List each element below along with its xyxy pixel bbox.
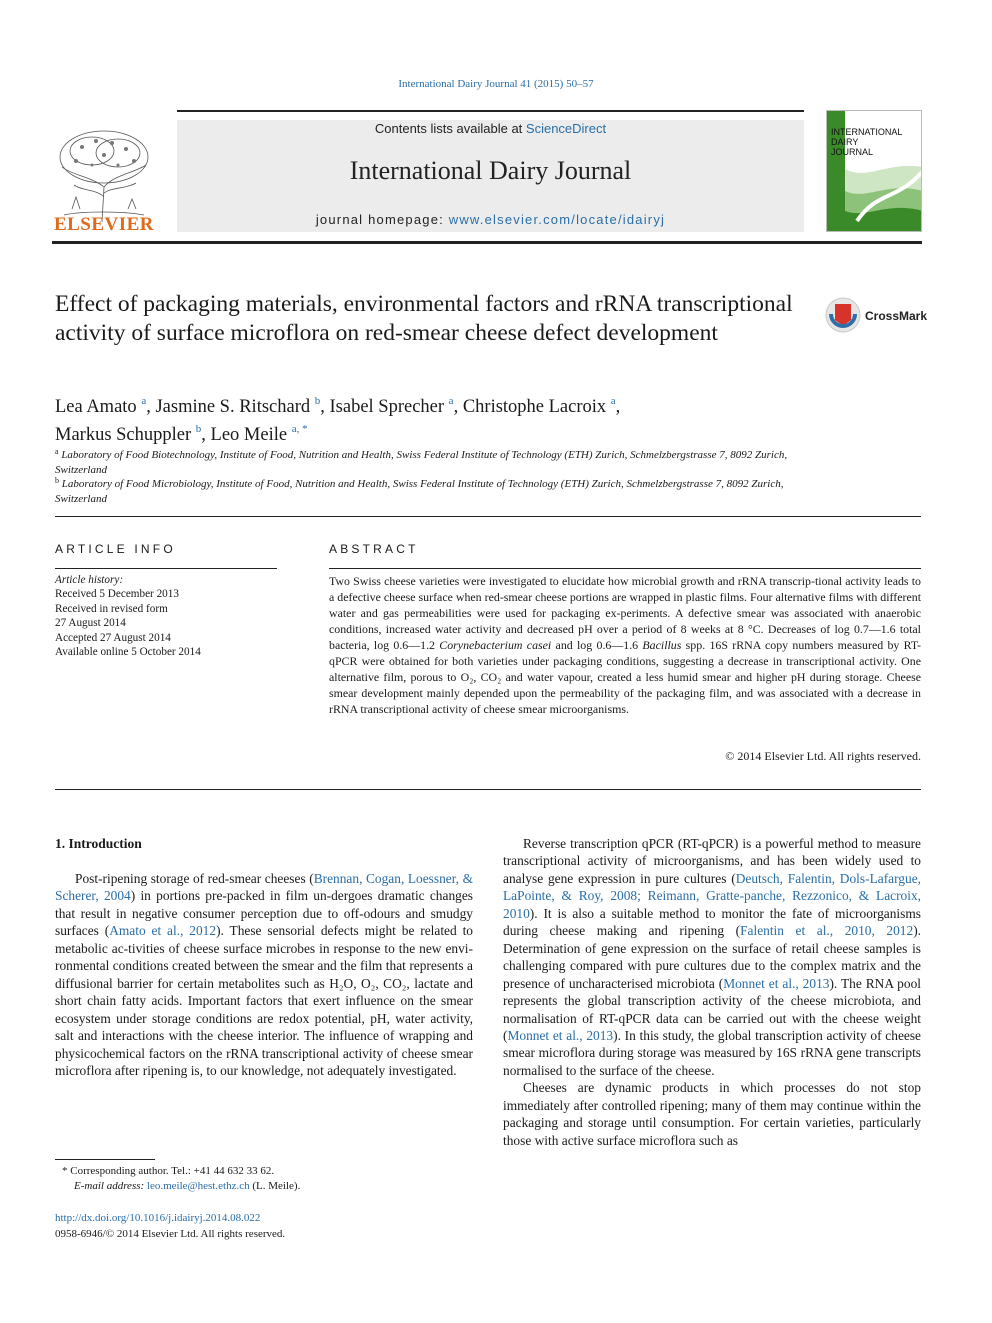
cover-title-line: INTERNATIONAL <box>831 127 903 137</box>
author-affiliation-mark[interactable]: a, * <box>291 423 308 435</box>
text-run: ). The RNA pool represents the global transcription activity of the cheese microbiota, and normalisation of RT-qPCR data can be carried out with the cheese weight ( <box>503 975 921 1043</box>
reference-link[interactable]: Amato et al., 2012 <box>109 923 217 939</box>
issn-line: 0958-6946/© 2014 Elsevier Ltd. All rights reserved. <box>55 1228 286 1240</box>
abstract-copyright: © 2014 Elsevier Ltd. All rights reserved. <box>725 749 921 763</box>
author-name[interactable]: Leo Meile <box>210 425 288 445</box>
reference-link[interactable]: Brennan, Cogan, Loessner, & Scherer, 2004 <box>55 871 473 904</box>
journal-cover-thumbnail[interactable] <box>826 110 922 232</box>
author-list <box>55 390 815 446</box>
history-item: Received 5 December 2013 <box>55 588 179 601</box>
email-label: E-mail address: <box>74 1180 147 1192</box>
affiliation-text: Laboratory of Food Microbiology, Institute of Food, Nutrition and Health, Swiss Federal Institute of Technology (ETH) Zurich, Schmelzbergstrasse 7, 8092 Zurich, Switzerland <box>55 478 784 505</box>
corresponding-author-footnote <box>62 1164 482 1194</box>
article-history <box>55 573 275 659</box>
divider <box>55 516 921 517</box>
author-affiliation-mark[interactable]: a <box>448 395 454 407</box>
reference-link[interactable]: Monnet et al., 2013 <box>507 1027 614 1043</box>
abstract-part: Two Swiss cheese varieties were investigated to elucidate how microbial growth and rRNA transcrip-tional activity leads to a defective cheese surface when red-smear cheese portions are wrapped in plastic films. Four alternative films with different water and gas permeabilities were used for packaging ex-periments. A defective smear was associated with anaerobic conditions, increased water activity and decreased pH over a period of 8 weeks at 8 °C. Decreases of log 0.7—1.6 total bacteria, log 0.6—1.2 <box>329 574 921 652</box>
homepage-link[interactable]: www.elsevier.com/locate/idairyj <box>448 212 666 227</box>
author-separator: , <box>201 425 211 445</box>
contents-line <box>177 121 804 136</box>
author-name[interactable]: Lea Amato <box>55 397 137 417</box>
affiliation-mark: a <box>55 447 59 456</box>
contents-prefix: Contents lists available at <box>374 121 526 136</box>
text-run: ). In this study, the global transcription activity of cheese smear microflora during storage was measured by 16S rRNA gene transcripts normalised to the surface of the cheese. <box>503 1027 921 1078</box>
elsevier-logo-text: ELSEVIER <box>53 214 155 235</box>
history-item: Available online 5 October 2014 <box>55 646 201 659</box>
species-name: Corynebacterium casei <box>439 638 552 652</box>
author-name[interactable]: Christophe Lacroix <box>462 397 607 417</box>
paragraph <box>503 835 921 1079</box>
reference-link[interactable]: Falentin et al., 2010, 2012 <box>740 923 914 939</box>
author-affiliation-mark[interactable]: b <box>314 395 321 407</box>
author-separator: , <box>146 397 156 417</box>
divider <box>329 568 921 569</box>
history-item: 27 August 2014 <box>55 617 126 630</box>
author-name[interactable]: Markus Schuppler <box>55 425 192 445</box>
crossmark-badge[interactable] <box>825 296 935 334</box>
abstract-heading: ABSTRACT <box>329 542 419 556</box>
paragraph: Cheeses are dynamic products in which processes do not stop immediately after controlled ripening; many of them may continue within the packaging and storage until consumption. For certain varieties, particularly those with active surface microflora such as <box>503 1080 921 1148</box>
affiliation-a <box>55 445 815 477</box>
email-line <box>62 1179 482 1194</box>
divider <box>55 789 921 790</box>
email-link[interactable]: leo.meile@hest.ethz.ch <box>146 1180 250 1192</box>
footnote-rule <box>55 1159 155 1160</box>
author-separator: , <box>615 397 621 417</box>
text-run: ). It is also a suitable method to monitor the fate of microorganisms during cheese making and ripening ( <box>503 905 921 939</box>
abstract-part: and log 0.6—1.6 <box>551 638 643 652</box>
paragraph <box>55 870 473 1079</box>
email-suffix: (L. Meile). <box>249 1180 301 1192</box>
journal-citation[interactable]: International Dairy Journal 41 (2015) 50–57 <box>398 78 594 90</box>
history-label: Article history: <box>55 574 124 586</box>
author-separator: , <box>320 397 330 417</box>
homepage-line <box>177 212 804 227</box>
author-affiliation-mark[interactable]: a <box>141 395 147 407</box>
reference-link[interactable]: Monnet et al., 2013 <box>723 975 830 991</box>
text-run: ) in portions pre-packed in film un-dergoes dramatic changes that result in negative consumer perception due to off-odours and smudgy surfaces ( <box>55 888 473 939</box>
doi-block <box>55 1210 475 1242</box>
reference-link[interactable]: Deutsch, Falentin, Dols-Lafargue, LaPointe, & Roy, 2008; Reimann, Gratte-panche, Rezzonico, & Lacroix, 2010 <box>503 870 921 921</box>
history-item: Received in revised form <box>55 602 168 615</box>
author-affiliation-mark[interactable]: a <box>610 395 616 407</box>
cover-title <box>831 127 921 157</box>
affiliation-text: Laboratory of Food Biotechnology, Institute of Food, Nutrition and Health, Swiss Federal Institute of Technology (ETH) Zurich, Schmelzbergstrasse 7, 8092 Zurich, Switzerland <box>55 449 788 476</box>
text-run: Post-ripening storage of red-smear cheeses ( <box>75 871 314 886</box>
text-run: Reverse transcription qPCR (RT-qPCR) is a powerful method to measure transcriptional activity of microorganisms, and has been widely used to analyse gene expression in pure cultures ( <box>503 836 921 886</box>
text-run: ). These sensorial defects might be related to metabolic ac-tivities of cheese surface microbes in response to the new envi-ronmental conditions created between the smear and the film that represents a diffusional barrier for certain metabolites such as H₂O, O₂, CO₂, lactate and short chain fatty acids. Important factors that exert influence on the smear ecosystem under storage conditions are redox potential, pH, water activity, salt and interactions with the cheese interior. The influence of wrapping and physicochemical factors on the rRNA transcriptional activity of cheese smear microflora after ripening is, to our knowledge, not adequately investigated. <box>55 923 473 1078</box>
crossmark-icon <box>825 296 861 334</box>
homepage-prefix: journal homepage: <box>315 212 449 227</box>
section-heading-introduction: 1. Introduction <box>55 836 142 851</box>
corresponding-author: * Corresponding author. Tel.: +41 44 632 33 62. <box>62 1165 275 1177</box>
cover-title-line: JOURNAL <box>831 147 874 157</box>
author-affiliation-mark[interactable]: b <box>195 423 202 435</box>
species-name: Bacillus <box>642 638 682 652</box>
body-column-right <box>503 835 921 1149</box>
text-run: ). Determination of gene expression on the surface of retail cheese samples is challenging compared with pure cultures due to the complex matrix and the presence of uncharacterised microbiota ( <box>503 923 921 991</box>
affiliation-mark: b <box>55 476 59 485</box>
body-column-left <box>55 870 473 1079</box>
affiliation-b <box>55 474 815 506</box>
article-info-heading: ARTICLE INFO <box>55 542 176 556</box>
crossmark-label: CrossMark <box>865 309 928 323</box>
doi-link[interactable]: http://dx.doi.org/10.1016/j.idairyj.2014.08.022 <box>55 1212 261 1224</box>
abstract-part: spp. 16S rRNA copy numbers measured by RT-qPCR were obtained for both varieties under packaging conditions, suggesting a decrease in transcriptional activity. One alternative film, porous to O₂, CO₂ and water vapour, created a less humid smear and higher pH during storage. Cheese smear development mainly depended upon the permeability of the packaging film, and was associated with a decrease in rRNA transcriptional activity of cheese smear microorganisms. <box>329 638 922 716</box>
abstract-text <box>329 573 921 717</box>
history-item: Accepted 27 August 2014 <box>55 631 171 644</box>
journal-name: International Dairy Journal <box>349 156 632 185</box>
cover-art <box>827 161 922 232</box>
author-name[interactable]: Isabel Sprecher <box>329 397 445 417</box>
author-separator: , <box>453 397 463 417</box>
author-name[interactable]: Jasmine S. Ritschard <box>155 397 311 417</box>
article-title: Effect of packaging materials, environmental factors and rRNA transcriptional activity of surface microflora on red-smear cheese defect development <box>55 291 793 346</box>
cover-title-line: DAIRY <box>831 137 859 147</box>
header-top-rule <box>177 110 804 112</box>
divider <box>55 568 277 569</box>
sciencedirect-link[interactable]: ScienceDirect <box>525 121 607 136</box>
header-bottom-rule <box>52 241 922 244</box>
journal-header-box <box>177 120 804 232</box>
